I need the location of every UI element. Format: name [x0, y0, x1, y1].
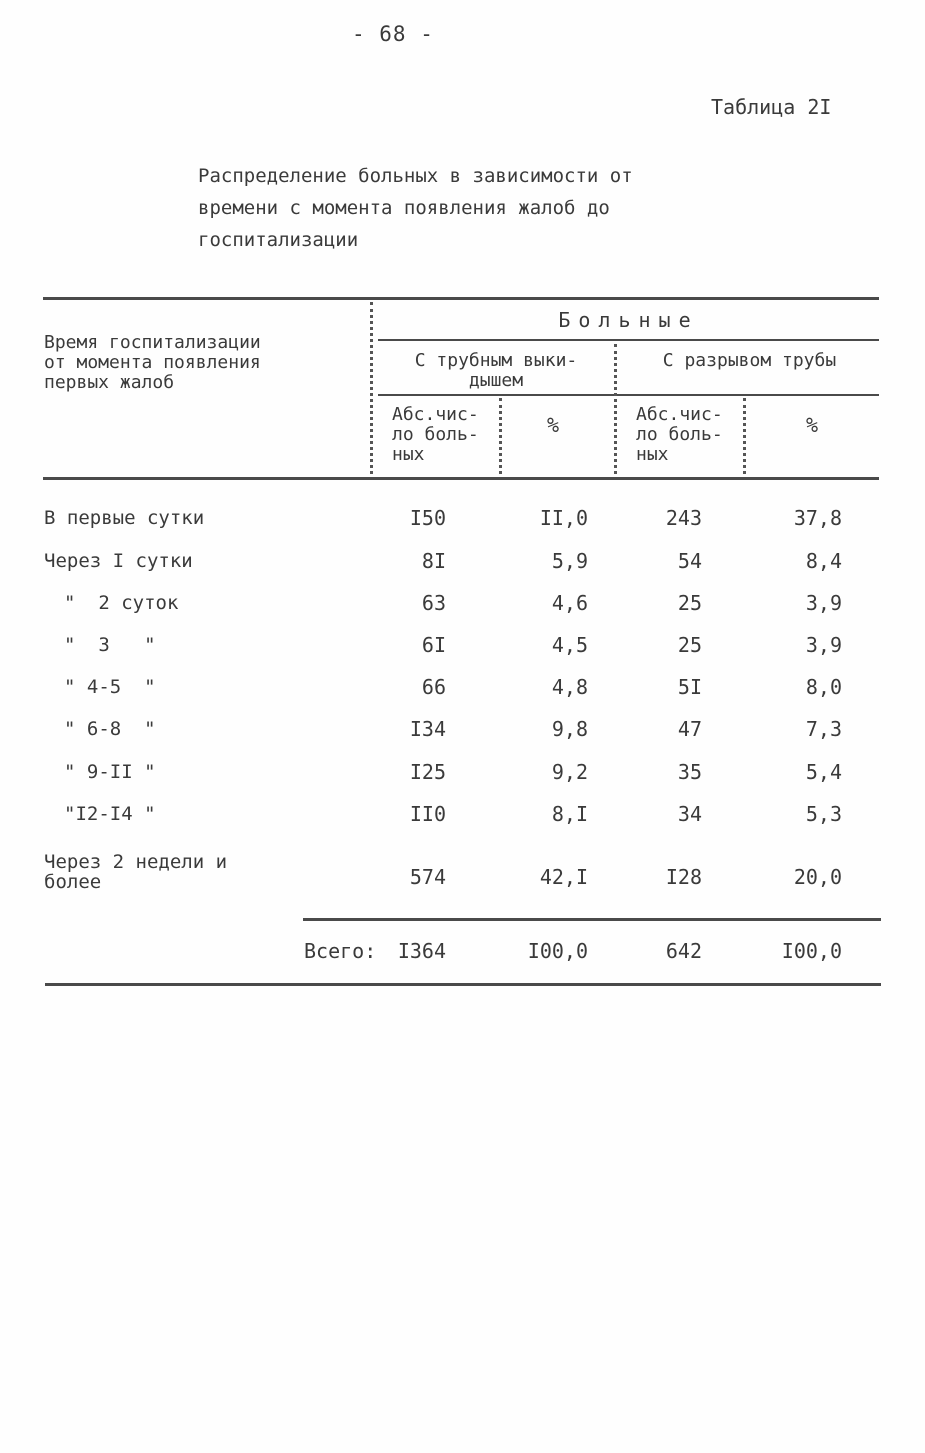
row-label: [64, 762, 156, 782]
row-label: [64, 593, 178, 613]
percent-1-cell: 4,8: [551, 675, 588, 699]
abs-count-1-cell: 574: [409, 865, 446, 889]
page-number: - 68 -: [352, 22, 434, 46]
row-label-line: " 9-II ": [64, 761, 156, 783]
percent-2-cell: 3,9: [805, 591, 842, 615]
percent-2-cell: 7,3: [805, 717, 842, 741]
percent-1-cell: 5,9: [551, 549, 588, 573]
abs-count-2-cell: I28: [665, 865, 702, 889]
header-line: ло боль-: [636, 424, 723, 445]
abs-count-header-1: [392, 405, 479, 465]
abs-count-1-cell: I34: [409, 717, 446, 741]
header-line: ных: [392, 444, 425, 465]
header-bottom-rule: [43, 477, 879, 480]
percent-header-1: %: [546, 413, 560, 437]
table-label: Таблица 2I: [711, 95, 832, 119]
row-label: [64, 677, 156, 697]
row-label-line: " 4-5 ": [64, 676, 156, 698]
abs-count-2-cell: 25: [677, 633, 702, 657]
total-abs-2: 642: [665, 939, 702, 963]
table-title: [198, 160, 633, 256]
total-pct-2: I00,0: [781, 939, 842, 963]
percent-1-cell: 9,8: [551, 717, 588, 741]
percent-1-cell: 4,6: [551, 591, 588, 615]
abs-count-1-cell: 63: [421, 591, 446, 615]
title-line: госпитализации: [198, 229, 359, 251]
row-label: [64, 719, 156, 739]
abs-count-1-cell: I50: [409, 506, 446, 530]
abs-count-header-2: [636, 405, 723, 465]
abs-count-2-cell: 35: [677, 760, 702, 784]
group-underline-rule: [378, 394, 879, 396]
percent-1-cell: 4,5: [551, 633, 588, 657]
patients-header: Больные: [558, 308, 699, 332]
column-separator: [499, 398, 502, 474]
percent-2-cell: 8,4: [805, 549, 842, 573]
table-bottom-rule: [45, 983, 881, 986]
total-abs-1: I364: [397, 939, 446, 963]
row-label-line: более: [44, 871, 102, 893]
row-label-line: " 3 ": [64, 634, 156, 656]
table-top-rule: [43, 297, 879, 300]
abs-count-1-cell: II0: [409, 802, 446, 826]
row-label-line: Через 2 недели и: [44, 851, 228, 873]
header-line: от момента появления: [44, 352, 261, 373]
header-line: С трубным выки-: [414, 350, 578, 371]
percent-1-cell: II,0: [539, 506, 588, 530]
row-label-line: Через I сутки: [44, 550, 193, 572]
row-label: [44, 551, 193, 571]
percent-2-cell: 8,0: [805, 675, 842, 699]
row-label: [44, 852, 227, 892]
row-label-line: "I2-I4 ": [64, 803, 156, 825]
patients-underline-rule: [378, 339, 879, 341]
abs-count-2-cell: 5I: [677, 675, 702, 699]
abs-count-1-cell: I25: [409, 760, 446, 784]
percent-2-cell: 5,4: [805, 760, 842, 784]
abs-count-2-cell: 34: [677, 802, 702, 826]
group-header-tube-rupture: С разрывом трубы: [662, 350, 837, 371]
abs-count-2-cell: 243: [665, 506, 702, 530]
column-separator: [614, 344, 617, 474]
time-column-header: [44, 333, 261, 393]
column-separator: [370, 302, 373, 474]
percent-2-cell: 37,8: [793, 506, 842, 530]
percent-2-cell: 3,9: [805, 633, 842, 657]
header-line: ных: [636, 444, 669, 465]
header-line: Время госпитализации: [44, 332, 261, 353]
abs-count-2-cell: 25: [677, 591, 702, 615]
percent-2-cell: 20,0: [793, 865, 842, 889]
row-label: [64, 635, 156, 655]
row-label-line: В первые сутки: [44, 507, 205, 529]
title-line: времени с момента появления жалоб до: [198, 197, 610, 219]
abs-count-2-cell: 54: [677, 549, 702, 573]
total-top-rule: [303, 918, 881, 921]
header-line: Абс.чис-: [636, 404, 723, 425]
percent-1-cell: 9,2: [551, 760, 588, 784]
percent-1-cell: 8,I: [551, 802, 588, 826]
row-label-line: " 6-8 ": [64, 718, 156, 740]
total-label: Всего:: [304, 939, 377, 963]
group-header-tubal-abortion: [378, 351, 614, 391]
abs-count-2-cell: 47: [677, 717, 702, 741]
header-line: первых жалоб: [44, 372, 175, 393]
row-label-line: " 2 суток: [64, 592, 179, 614]
header-line: Абс.чис-: [392, 404, 479, 425]
percent-header-2: %: [805, 413, 819, 437]
column-separator: [743, 398, 746, 474]
header-line: ло боль-: [392, 424, 479, 445]
row-label: [64, 804, 156, 824]
abs-count-1-cell: 6I: [421, 633, 446, 657]
abs-count-1-cell: 66: [421, 675, 446, 699]
row-label: [44, 508, 204, 528]
title-line: Распределение больных в зависимости от: [198, 165, 633, 187]
percent-1-cell: 42,I: [539, 865, 588, 889]
header-line: дышем: [468, 370, 524, 391]
percent-2-cell: 5,3: [805, 802, 842, 826]
abs-count-1-cell: 8I: [421, 549, 446, 573]
total-pct-1: I00,0: [527, 939, 588, 963]
